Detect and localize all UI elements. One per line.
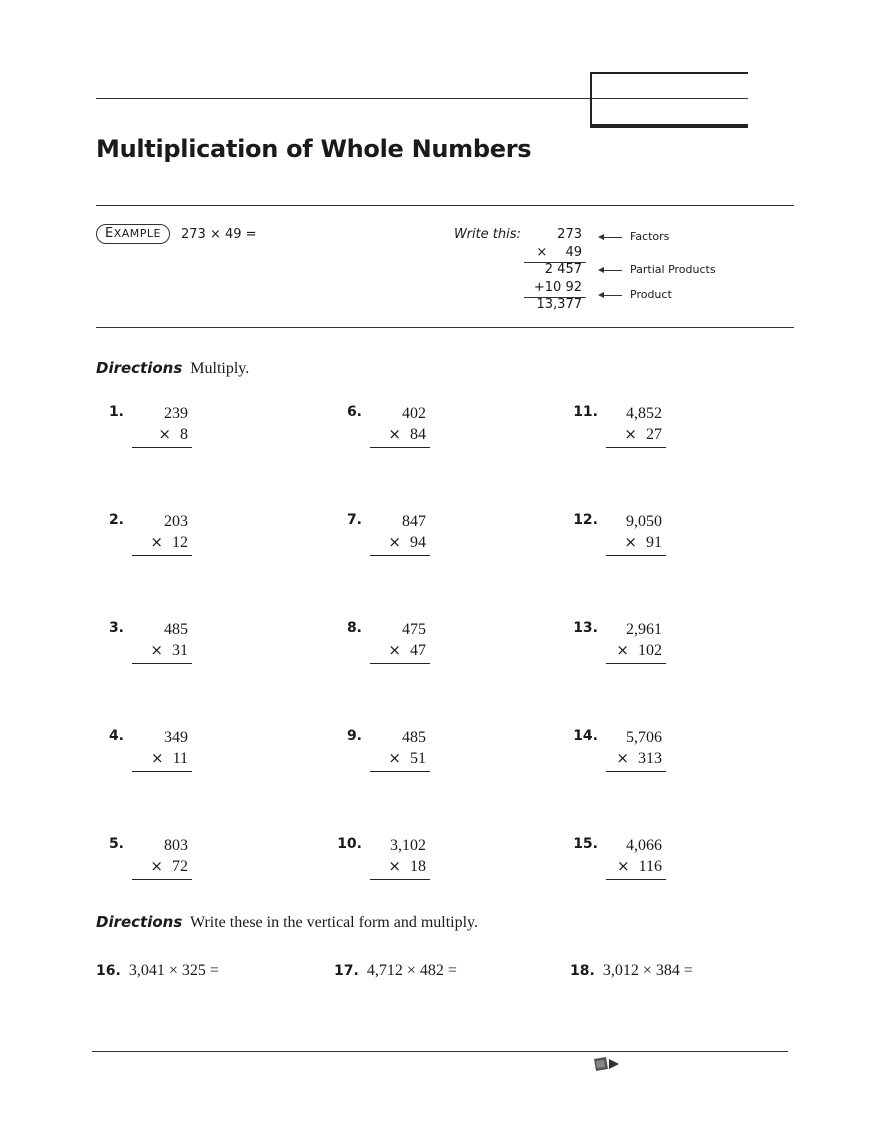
problem-5 — [96, 836, 296, 896]
answer-line — [606, 771, 666, 772]
times-sign: × — [158, 425, 171, 443]
problem-number: 10. — [337, 836, 362, 852]
problem-number: 7. — [346, 512, 362, 528]
problem-bottom-value: 313 — [638, 750, 662, 767]
problem-11 — [570, 404, 770, 464]
example-partial-1: 2 457 — [544, 262, 582, 277]
problem-17 — [334, 962, 457, 980]
problem-14 — [570, 728, 770, 788]
problem-bottom-value: 84 — [410, 426, 426, 443]
answer-line — [132, 447, 192, 448]
problem-number: 8. — [346, 620, 362, 636]
problem-bottom-factor — [388, 533, 426, 552]
problem-bottom-value: 102 — [638, 642, 662, 659]
example-partial-2: +10 92 — [533, 280, 582, 295]
problem-top-factor: 239 — [164, 405, 188, 422]
next-page-arrow-icon — [592, 1055, 622, 1078]
problem-13 — [570, 620, 770, 680]
problem-number: 12. — [573, 512, 598, 528]
problem-top-factor: 9,050 — [626, 513, 662, 530]
problem-number: 5. — [108, 836, 124, 852]
label-partial-products: Partial Products — [630, 263, 716, 276]
directions-multiply — [96, 359, 249, 378]
problem-4 — [96, 728, 296, 788]
problem-top-factor: 5,706 — [626, 729, 662, 746]
problem-bottom-factor — [150, 641, 188, 660]
directions-heading: Directions — [96, 913, 183, 931]
times-sign: × — [151, 749, 164, 767]
times-sign: × — [388, 533, 401, 551]
answer-line — [370, 879, 430, 880]
answer-line — [606, 663, 666, 664]
problem-top-factor: 485 — [402, 729, 426, 746]
times-sign: × — [616, 641, 629, 659]
problem-number: 2. — [108, 512, 124, 528]
problem-bottom-value: 116 — [638, 858, 662, 875]
times-sign: × — [616, 749, 629, 767]
answer-line — [132, 771, 192, 772]
problem-bottom-factor — [388, 641, 426, 660]
problem-number: 16. — [96, 963, 121, 979]
times-sign: × — [617, 857, 630, 875]
problem-12 — [570, 512, 770, 572]
directions-text: Multiply. — [190, 360, 250, 377]
example-factor-2: × 49 — [536, 245, 582, 260]
problem-expression: 3,012 × 384 = — [602, 962, 693, 979]
times-sign: × — [150, 641, 163, 659]
problem-bottom-factor — [624, 425, 662, 444]
directions-heading: Directions — [96, 359, 183, 377]
problem-top-factor: 2,961 — [626, 621, 662, 638]
problem-top-factor: 4,066 — [626, 837, 662, 854]
name-box — [590, 72, 748, 128]
problem-bottom-factor — [388, 857, 426, 876]
product-arrow-icon — [600, 295, 622, 296]
problem-number: 15. — [573, 836, 598, 852]
problem-bottom-factor — [150, 533, 188, 552]
directions-text: Write these in the vertical form and multiply. — [190, 914, 479, 931]
times-sign: × — [388, 857, 401, 875]
problem-1 — [96, 404, 296, 464]
problem-top-factor: 3,102 — [390, 837, 426, 854]
problem-bottom-factor — [388, 749, 426, 768]
example-bottom-rule — [96, 327, 794, 328]
example-product: 13,377 — [536, 297, 582, 312]
problem-8 — [334, 620, 534, 680]
problem-number: 1. — [108, 404, 124, 420]
problem-bottom-value: 12 — [172, 534, 188, 551]
problem-top-factor: 847 — [402, 513, 426, 530]
problem-number: 11. — [573, 404, 598, 420]
problem-number: 4. — [108, 728, 124, 744]
problem-expression: 3,041 × 325 = — [128, 962, 219, 979]
example-badge-first-letter: E — [105, 226, 114, 241]
factors-arrow-icon — [600, 237, 622, 238]
times-sign: × — [150, 533, 163, 551]
problem-6 — [334, 404, 534, 464]
problem-bottom-value: 72 — [172, 858, 188, 875]
answer-line — [132, 879, 192, 880]
problem-number: 13. — [573, 620, 598, 636]
problem-bottom-factor — [151, 749, 188, 768]
problem-top-factor: 803 — [164, 837, 188, 854]
answer-line — [132, 555, 192, 556]
example-badge — [96, 224, 170, 244]
directions-vertical-form — [96, 913, 478, 932]
problem-bottom-value: 27 — [646, 426, 662, 443]
problem-bottom-value: 91 — [646, 534, 662, 551]
answer-line — [370, 771, 430, 772]
partial-products-arrow-icon — [600, 270, 622, 271]
footer-rule — [92, 1051, 788, 1052]
problem-top-factor: 4,852 — [626, 405, 662, 422]
times-sign: × — [624, 425, 637, 443]
label-product: Product — [630, 288, 672, 301]
header-rule — [96, 98, 590, 99]
problem-9 — [334, 728, 534, 788]
answer-line — [606, 555, 666, 556]
problem-top-factor: 402 — [402, 405, 426, 422]
problem-2 — [96, 512, 296, 572]
problem-bottom-factor — [624, 533, 662, 552]
problem-number: 17. — [334, 963, 359, 979]
times-sign: × — [388, 641, 401, 659]
example-top-rule — [96, 205, 794, 206]
problem-bottom-value: 94 — [410, 534, 426, 551]
write-this-label: Write this: — [454, 227, 521, 242]
answer-line — [370, 663, 430, 664]
problem-16 — [96, 962, 219, 980]
problem-3 — [96, 620, 296, 680]
problem-number: 18. — [570, 963, 595, 979]
problem-top-factor: 485 — [164, 621, 188, 638]
problem-bottom-value: 31 — [172, 642, 188, 659]
problem-bottom-factor — [158, 425, 188, 444]
problem-number: 14. — [573, 728, 598, 744]
problem-bottom-factor — [150, 857, 188, 876]
problem-bottom-value: 11 — [172, 750, 188, 767]
problem-bottom-value: 47 — [410, 642, 426, 659]
problem-18 — [570, 962, 693, 980]
problem-expression: 4,712 × 482 = — [366, 962, 457, 979]
problem-bottom-value: 51 — [410, 750, 426, 767]
problem-number: 3. — [108, 620, 124, 636]
answer-line — [370, 447, 430, 448]
example-factor-1: 273 — [557, 227, 582, 242]
problem-10 — [334, 836, 534, 896]
answer-line — [370, 555, 430, 556]
problem-bottom-factor — [616, 641, 662, 660]
problem-top-factor: 349 — [164, 729, 188, 746]
times-sign: × — [388, 749, 401, 767]
problem-bottom-factor — [388, 425, 426, 444]
problem-bottom-factor — [616, 749, 662, 768]
times-sign: × — [388, 425, 401, 443]
times-sign: × — [624, 533, 637, 551]
answer-line — [606, 879, 666, 880]
problem-bottom-value: 18 — [410, 858, 426, 875]
problem-top-factor: 475 — [402, 621, 426, 638]
problem-7 — [334, 512, 534, 572]
label-factors: Factors — [630, 230, 670, 243]
problem-15 — [570, 836, 770, 896]
example-problem: 273 × 49 = — [181, 227, 257, 242]
answer-line — [132, 663, 192, 664]
problem-top-factor: 203 — [164, 513, 188, 530]
answer-line — [606, 447, 666, 448]
problem-number: 6. — [346, 404, 362, 420]
times-sign: × — [150, 857, 163, 875]
problem-bottom-factor — [617, 857, 662, 876]
page-title: Multiplication of Whole Numbers — [96, 135, 532, 163]
problem-number: 9. — [346, 728, 362, 744]
problem-bottom-value: 8 — [180, 426, 188, 443]
example-badge-rest: XAMPLE — [113, 227, 161, 240]
